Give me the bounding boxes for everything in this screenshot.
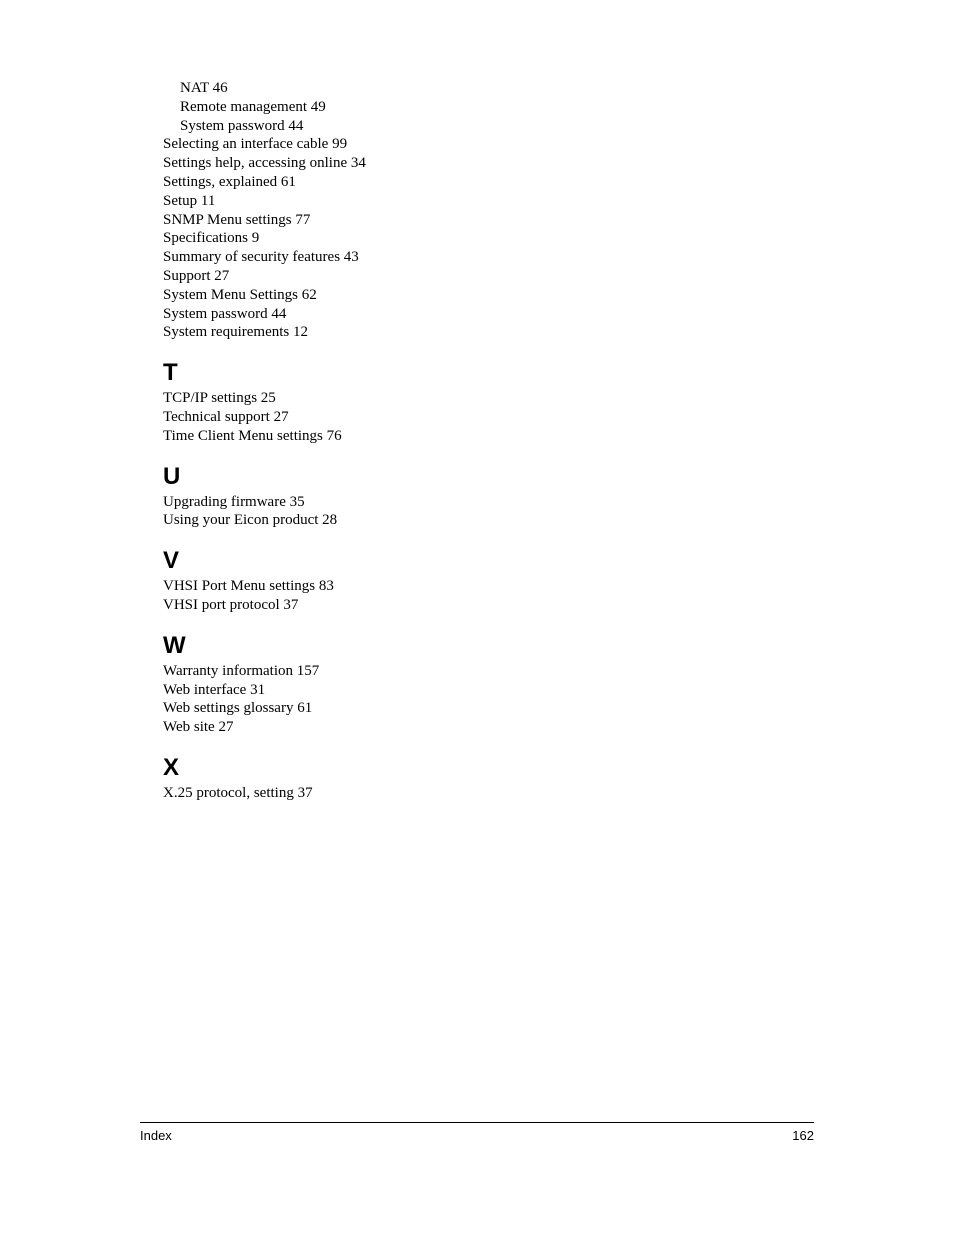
index-entry: Web site 27 (163, 719, 234, 736)
index-entry: VHSI Port Menu settings 83 (163, 578, 334, 595)
index-entry: System Menu Settings 62 (163, 286, 317, 303)
index-entry: Specifications 9 (163, 230, 260, 247)
footer-page-number: 162 (792, 1128, 814, 1143)
index-entry: System requirements 12 (163, 324, 308, 341)
index-entry: Support 27 (163, 267, 230, 284)
index-entry: SNMP Menu settings 77 (163, 211, 311, 228)
index-entry: Settings, explained 61 (163, 173, 296, 190)
index-column (163, 79, 563, 803)
index-entry: Web interface 31 (163, 681, 266, 698)
index-subentry: NAT 46 (180, 80, 228, 96)
section-letter-heading: U (163, 462, 181, 490)
index-entry: Web settings glossary 61 (163, 700, 313, 717)
index-entry: VHSI port protocol 37 (163, 596, 299, 613)
index-entry: Summary of security features 43 (163, 249, 359, 266)
index-subentry: System password 44 (180, 117, 304, 134)
section-letter-heading: T (163, 359, 178, 387)
index-entry: Settings help, accessing online 34 (163, 155, 366, 172)
section-letter-heading: V (163, 547, 180, 575)
index-section-u (163, 463, 563, 531)
footer-section-label: Index (140, 1128, 172, 1143)
index-entry: Selecting an interface cable 99 (163, 136, 348, 153)
section-letter-heading: W (163, 631, 186, 659)
index-section-w (163, 632, 563, 737)
index-entry: Time Client Menu settings 76 (163, 427, 342, 444)
index-entry: Upgrading firmware 35 (163, 493, 305, 510)
index-entry: Using your Eicon product 28 (163, 512, 338, 529)
index-entry: Warranty information 157 (163, 662, 320, 679)
index-subentry: Remote management 49 (180, 98, 326, 115)
index-entry: System password 44 (163, 305, 287, 322)
index-section-x (163, 754, 563, 803)
index-section-t (163, 359, 563, 445)
index-entry: Technical support 27 (163, 408, 289, 425)
index-section-v (163, 547, 563, 615)
index-entry: Setup 11 (163, 192, 216, 209)
index-continued-entries (163, 79, 563, 342)
index-entry: X.25 protocol, setting 37 (163, 784, 313, 801)
index-entry: TCP/IP settings 25 (163, 390, 276, 407)
section-letter-heading: X (163, 753, 180, 781)
footer-divider (140, 1122, 814, 1123)
